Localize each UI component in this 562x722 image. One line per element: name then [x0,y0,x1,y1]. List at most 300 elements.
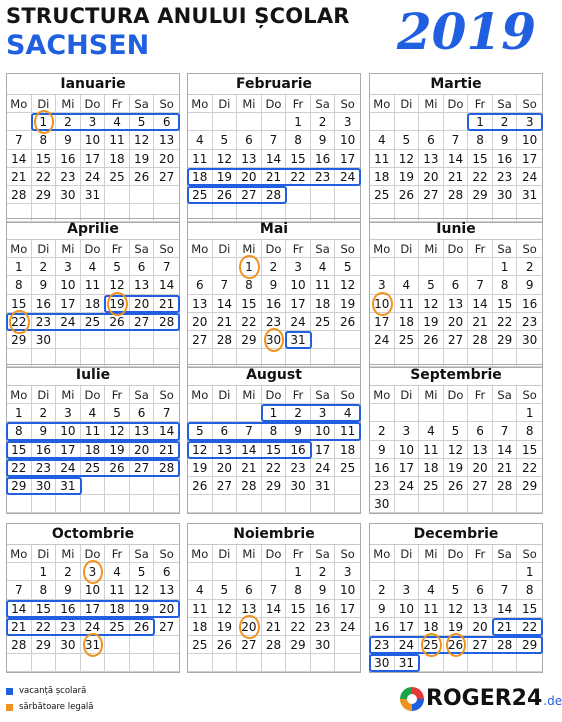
empty-cell [468,258,493,276]
day-cell: 28 [213,331,238,349]
page-title: STRUCTURA ANULUI ȘCOLAR [6,4,350,28]
day-cell: 16 [32,441,57,459]
empty-cell [188,563,213,581]
day-cell: 7 [7,581,32,599]
empty-cell [7,113,32,131]
day-cell: 2 [311,113,336,131]
day-cell: 3 [56,404,81,422]
day-cell: 23 [56,618,81,636]
day-cell: 29 [468,186,493,204]
empty-cell [311,331,336,349]
day-cell: 25 [419,636,444,654]
day-cell: 13 [444,295,469,313]
day-cell: 16 [370,618,395,636]
day-cell: 10 [56,422,81,440]
day-cell: 24 [81,618,106,636]
empty-cell [395,563,420,581]
day-cell: 5 [444,422,469,440]
day-cell: 2 [286,404,311,422]
day-cell: 27 [154,618,179,636]
day-cell: 6 [188,276,213,294]
day-cell: 31 [286,331,311,349]
weekday-header: Mi [419,95,444,113]
day-cell: 10 [335,131,360,149]
weekday-header: Sa [130,386,155,404]
day-cell: 1 [262,404,287,422]
empty-cell [419,563,444,581]
weekday-header: Di [213,545,238,563]
empty-cell [237,113,262,131]
day-cell: 20 [237,168,262,186]
weekday-header: Fr [468,95,493,113]
legend-holiday-label: sărbătoare legală [19,702,94,712]
weekday-header: Mi [237,95,262,113]
day-cell: 25 [370,186,395,204]
month-noiembrie [187,523,361,673]
month-grid [370,95,542,222]
day-cell: 7 [262,581,287,599]
weekday-header: Fr [468,386,493,404]
day-cell: 13 [154,581,179,599]
empty-cell [286,186,311,204]
day-cell: 6 [130,404,155,422]
day-cell: 7 [154,404,179,422]
weekday-header: Sa [493,95,518,113]
day-cell: 23 [262,313,287,331]
empty-cell [493,495,518,513]
day-cell: 13 [237,600,262,618]
empty-cell [154,186,179,204]
weekday-header: Sa [311,95,336,113]
day-cell: 12 [335,276,360,294]
logo-text: ROGER24 [426,686,543,711]
empty-cell [105,186,130,204]
empty-cell [56,495,81,513]
day-cell: 16 [493,150,518,168]
day-cell: 27 [237,186,262,204]
day-cell: 10 [370,295,395,313]
day-cell: 25 [105,618,130,636]
day-cell: 24 [56,313,81,331]
empty-cell [444,258,469,276]
day-cell: 27 [468,477,493,495]
day-cell: 30 [517,331,542,349]
empty-cell [493,654,518,672]
day-cell: 14 [154,276,179,294]
day-cell: 30 [56,636,81,654]
day-cell: 14 [237,441,262,459]
day-cell: 23 [286,459,311,477]
day-cell: 30 [370,654,395,672]
empty-cell [335,495,360,513]
day-cell: 5 [419,276,444,294]
day-cell: 21 [493,459,518,477]
weekday-header: Di [395,240,420,258]
weekday-header: Do [444,386,469,404]
day-cell: 29 [517,636,542,654]
empty-cell [105,654,130,672]
day-cell: 27 [130,459,155,477]
day-cell: 29 [493,331,518,349]
day-cell: 8 [286,131,311,149]
day-cell: 26 [188,477,213,495]
day-cell: 8 [286,581,311,599]
day-cell: 6 [154,113,179,131]
weekday-header: Do [81,95,106,113]
day-cell: 7 [237,422,262,440]
day-cell: 17 [395,618,420,636]
day-cell: 23 [56,168,81,186]
empty-cell [468,563,493,581]
day-cell: 11 [395,295,420,313]
day-cell: 30 [32,331,57,349]
month-aprilie [6,218,180,368]
weekday-header: Di [395,545,420,563]
day-cell: 28 [154,459,179,477]
day-cell: 3 [81,113,106,131]
weekday-header: So [335,240,360,258]
day-cell: 1 [493,258,518,276]
day-cell: 11 [188,600,213,618]
day-cell: 19 [105,441,130,459]
weekday-header: Sa [311,386,336,404]
day-cell: 15 [286,600,311,618]
day-cell: 8 [493,276,518,294]
empty-cell [262,113,287,131]
day-cell: 3 [395,581,420,599]
day-cell: 30 [286,477,311,495]
day-cell: 20 [130,295,155,313]
day-cell: 15 [32,150,57,168]
empty-cell [395,258,420,276]
empty-cell [493,404,518,422]
day-cell: 4 [105,563,130,581]
empty-cell [188,113,213,131]
day-cell: 4 [335,404,360,422]
day-cell: 22 [286,618,311,636]
month-grid [188,545,360,672]
empty-cell [468,654,493,672]
empty-cell [419,654,444,672]
day-cell: 9 [286,422,311,440]
day-cell: 4 [419,422,444,440]
day-cell: 29 [32,636,57,654]
day-cell: 2 [370,422,395,440]
empty-cell [188,495,213,513]
weekday-header: Di [32,240,57,258]
day-cell: 13 [213,441,238,459]
empty-cell [213,113,238,131]
day-cell: 2 [56,563,81,581]
day-cell: 21 [468,313,493,331]
day-cell: 26 [213,636,238,654]
day-cell: 21 [154,441,179,459]
empty-cell [105,331,130,349]
day-cell: 11 [419,600,444,618]
weekday-header: Fr [286,386,311,404]
roger24-logo [400,686,562,711]
day-cell: 26 [444,636,469,654]
empty-cell [154,477,179,495]
empty-cell [32,654,57,672]
day-cell: 28 [7,186,32,204]
day-cell: 9 [311,131,336,149]
day-cell: 24 [335,168,360,186]
day-cell: 12 [105,276,130,294]
day-cell: 24 [311,459,336,477]
day-cell: 2 [262,258,287,276]
weekday-header: Mo [188,386,213,404]
weekday-header: Do [262,545,287,563]
day-cell: 16 [56,600,81,618]
empty-cell [56,654,81,672]
day-cell: 8 [32,581,57,599]
day-cell: 25 [188,186,213,204]
day-cell: 3 [286,258,311,276]
month-name: Iunie [370,219,542,240]
day-cell: 14 [493,600,518,618]
day-cell: 1 [517,404,542,422]
month-name: Octombrie [7,524,179,545]
day-cell: 28 [262,636,287,654]
day-cell: 12 [188,441,213,459]
weekday-header: Mi [56,386,81,404]
day-cell: 19 [213,618,238,636]
month-august [187,364,361,514]
day-cell: 25 [335,459,360,477]
day-cell: 10 [286,276,311,294]
weekday-header: Mo [7,545,32,563]
empty-cell [335,654,360,672]
weekday-header: Fr [468,240,493,258]
empty-cell [105,477,130,495]
day-cell: 30 [262,331,287,349]
day-cell: 30 [311,636,336,654]
empty-cell [286,654,311,672]
day-cell: 15 [517,441,542,459]
day-cell: 16 [262,295,287,313]
day-cell: 11 [105,131,130,149]
month-grid [7,240,179,367]
weekday-header: So [335,95,360,113]
empty-cell [395,495,420,513]
day-cell: 29 [7,477,32,495]
day-cell: 29 [262,477,287,495]
day-cell: 19 [213,168,238,186]
day-cell: 30 [56,186,81,204]
day-cell: 5 [105,258,130,276]
day-cell: 6 [468,581,493,599]
month-grid [7,545,179,672]
day-cell: 22 [237,313,262,331]
day-cell: 21 [444,168,469,186]
day-cell: 27 [468,636,493,654]
day-cell: 26 [419,331,444,349]
day-cell: 12 [130,131,155,149]
day-cell: 18 [81,441,106,459]
empty-cell [130,186,155,204]
day-cell: 6 [237,131,262,149]
month-iunie [369,218,543,368]
empty-cell [395,113,420,131]
day-cell: 17 [56,441,81,459]
month-grid [370,240,542,367]
month-iulie [6,364,180,514]
weekday-header: Do [444,240,469,258]
weekday-header: Do [262,95,287,113]
day-cell: 9 [32,276,57,294]
day-cell: 1 [7,404,32,422]
day-cell: 3 [81,563,106,581]
day-cell: 19 [105,295,130,313]
day-cell: 19 [395,168,420,186]
day-cell: 21 [493,618,518,636]
day-cell: 31 [311,477,336,495]
day-cell: 26 [213,186,238,204]
day-cell: 27 [130,313,155,331]
day-cell: 14 [213,295,238,313]
day-cell: 13 [188,295,213,313]
day-cell: 13 [154,131,179,149]
day-cell: 23 [370,636,395,654]
weekday-header: Mo [7,95,32,113]
day-cell: 22 [468,168,493,186]
day-cell: 15 [493,295,518,313]
day-cell: 7 [468,276,493,294]
empty-cell [311,654,336,672]
day-cell: 10 [81,131,106,149]
weekday-header: So [154,95,179,113]
day-cell: 11 [335,422,360,440]
day-cell: 8 [468,131,493,149]
day-cell: 12 [419,295,444,313]
weekday-header: So [517,95,542,113]
day-cell: 11 [370,150,395,168]
day-cell: 28 [237,477,262,495]
day-cell: 15 [32,600,57,618]
empty-cell [154,331,179,349]
month-grid [7,386,179,513]
empty-cell [335,477,360,495]
empty-cell [188,404,213,422]
weekday-header: Fr [105,386,130,404]
day-cell: 1 [286,113,311,131]
day-cell: 31 [81,186,106,204]
day-cell: 26 [130,618,155,636]
day-cell: 3 [370,276,395,294]
empty-cell [444,654,469,672]
day-cell: 14 [7,600,32,618]
weekday-header: Fr [105,545,130,563]
day-cell: 3 [395,422,420,440]
day-cell: 18 [370,168,395,186]
weekday-header: Sa [130,95,155,113]
weekday-header: Mo [188,95,213,113]
day-cell: 12 [213,150,238,168]
day-cell: 29 [32,186,57,204]
empty-cell [7,654,32,672]
empty-cell [444,563,469,581]
empty-cell [56,331,81,349]
day-cell: 4 [188,131,213,149]
day-cell: 6 [444,276,469,294]
day-cell: 14 [493,441,518,459]
weekday-header: Mi [237,240,262,258]
day-cell: 11 [105,581,130,599]
day-cell: 15 [517,600,542,618]
empty-cell [262,563,287,581]
day-cell: 22 [32,168,57,186]
day-cell: 27 [154,168,179,186]
month-grid [188,240,360,367]
vacation-swatch [6,688,13,695]
day-cell: 18 [335,441,360,459]
day-cell: 9 [517,276,542,294]
month-name: Mai [188,219,360,240]
day-cell: 5 [444,581,469,599]
empty-cell [262,495,287,513]
weekday-header: Di [395,95,420,113]
weekday-header: Fr [105,240,130,258]
empty-cell [517,495,542,513]
weekday-header: Mi [237,545,262,563]
day-cell: 25 [81,313,106,331]
day-cell: 18 [188,618,213,636]
day-cell: 15 [286,150,311,168]
day-cell: 15 [468,150,493,168]
day-cell: 17 [395,459,420,477]
day-cell: 16 [311,150,336,168]
day-cell: 12 [105,422,130,440]
day-cell: 9 [262,276,287,294]
day-cell: 25 [81,459,106,477]
empty-cell [444,404,469,422]
day-cell: 10 [311,422,336,440]
day-cell: 29 [286,636,311,654]
day-cell: 11 [81,276,106,294]
day-cell: 21 [262,618,287,636]
day-cell: 17 [56,295,81,313]
day-cell: 15 [262,441,287,459]
day-cell: 24 [56,459,81,477]
day-cell: 15 [7,295,32,313]
day-cell: 19 [444,618,469,636]
month-grid [370,386,542,513]
day-cell: 25 [419,477,444,495]
day-cell: 23 [311,618,336,636]
day-cell: 9 [370,441,395,459]
day-cell: 18 [105,600,130,618]
empty-cell [395,404,420,422]
empty-cell [154,654,179,672]
day-cell: 13 [130,422,155,440]
day-cell: 16 [56,150,81,168]
day-cell: 19 [419,313,444,331]
day-cell: 10 [395,441,420,459]
day-cell: 12 [395,150,420,168]
empty-cell [188,258,213,276]
empty-cell [130,331,155,349]
weekday-header: Mo [7,240,32,258]
empty-cell [419,404,444,422]
day-cell: 17 [517,150,542,168]
day-cell: 21 [7,168,32,186]
empty-cell [468,404,493,422]
day-cell: 5 [188,422,213,440]
weekday-header: Do [262,240,287,258]
day-cell: 5 [395,131,420,149]
weekday-header: So [335,545,360,563]
